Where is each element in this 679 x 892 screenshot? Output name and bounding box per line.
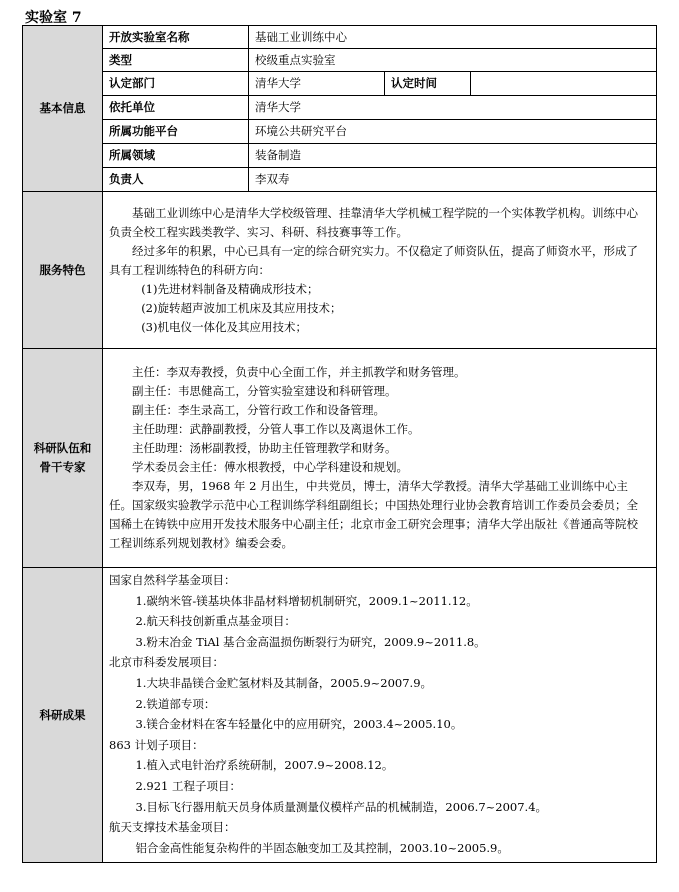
table-row (23, 192, 657, 349)
section-results: 科研成果 (23, 568, 103, 863)
label-cert-time: 认定时间 (385, 72, 471, 96)
table-row (23, 568, 657, 863)
results-group-head: 863 计划子项目： (109, 737, 204, 752)
table-row (23, 349, 657, 568)
team-line: 副主任：韦思健高工，分管实验室建设和科研管理。 (132, 384, 397, 398)
team-line: 主任助理：汤彬副教授，协助主任管理教学和财务。 (132, 441, 397, 455)
value-cert-time (471, 72, 657, 96)
label-lab-name: 开放实验室名称 (103, 26, 249, 49)
section-team-line2: 骨干专家 (39, 460, 86, 474)
results-item: 铝合金高性能复杂构件的半固态触变加工及其控制，2003.10~2005.9。 (135, 840, 509, 855)
team-bio: 李双寿，男，1968 年 2 月出生，中共党员，博士，清华大学教授。清华大学基础工业训练中心主任。国家级实验教学示范中心工程训练学科组副组长；中国热处理行业协会教育培训工作委员会委员；全国稀土在铸铁中应用开发技术服务中心副主任；北京市金工研究会理事；清华大学出版社《普通高等院校工程训练系列规划教材》编委会委。 (109, 479, 638, 550)
team-line: 副主任：李生录高工，分管行政工作和设备管理。 (132, 403, 385, 417)
table-row (23, 72, 657, 96)
table-row (23, 26, 657, 49)
value-field: 装备制造 (249, 144, 657, 168)
table-row (23, 168, 657, 192)
results-group-head: 北京市科委发展项目： (109, 655, 224, 670)
value-cert-dept: 清华大学 (249, 72, 385, 96)
results-item: 3.目标飞行器用航天员身体质量测量仪模样产品的机械制造，2006.7~2007.4。 (135, 799, 548, 814)
results-item: 2.921 工程子项目： (135, 778, 242, 793)
team-content (103, 349, 657, 568)
service-paragraph-1: 基础工业训练中心是清华大学校级管理、挂靠清华大学机械工程学院的一个实体教学机构。训练中心负责全校工程实践类教学、实习、科研、科技赛事等工作。 (109, 205, 638, 239)
results-group-head: 国家自然科学基金项目： (109, 573, 236, 587)
label-field: 所属领域 (103, 144, 249, 168)
label-leader: 负责人 (103, 168, 249, 192)
value-lab-name: 基础工业训练中心 (249, 26, 657, 49)
label-platform: 所属功能平台 (103, 120, 249, 144)
service-item: (3)机电仪一体化及其应用技术； (141, 319, 307, 334)
team-line: 学术委员会主任：傅水根教授，中心学科建设和规划。 (132, 460, 408, 474)
results-item: 2.航天科技创新重点基金项目： (135, 614, 296, 629)
results-item: 1.植入式电针治疗系统研制，2007.9~2008.12。 (135, 758, 394, 773)
table-row (23, 144, 657, 168)
value-host-unit: 清华大学 (249, 96, 657, 120)
results-item: 3.粉末冶金 TiAl 基合金高温损伤断裂行为研究，2009.9~2011.8。 (135, 634, 486, 649)
service-item: (1)先进材料制备及精确成形技术； (141, 281, 319, 296)
page-title: 实验室 7 (25, 10, 82, 26)
section-team (23, 349, 103, 568)
results-item: 1.大块非晶镁合金贮氢材料及其制备，2005.9~2007.9。 (135, 675, 433, 690)
section-basic-info: 基本信息 (23, 26, 103, 192)
lab-info-table (22, 25, 657, 863)
table-row (23, 96, 657, 120)
section-service: 服务特色 (23, 192, 103, 349)
results-group-head: 航天支撑技术基金项目： (109, 820, 236, 835)
results-item: 2.铁道部专项： (135, 696, 216, 711)
value-platform: 环境公共研究平台 (249, 120, 657, 144)
service-content (103, 192, 657, 349)
value-leader: 李双寿 (249, 168, 657, 192)
table-row (23, 120, 657, 144)
service-paragraph-2: 经过多年的积累，中心已具有一定的综合研究实力。不仅稳定了师资队伍，提高了师资水平，形成了具有工程训练特色的科研方向： (109, 243, 638, 277)
results-item: 1.碳纳米管-镁基块体非晶材料增韧机制研究，2009.1~2011.12。 (135, 593, 478, 608)
team-line: 主任助理：武静副教授，分管人事工作以及离退休工作。 (132, 422, 420, 436)
label-host-unit: 依托单位 (103, 96, 249, 120)
value-type: 校级重点实验室 (249, 49, 657, 72)
results-item: 3.镁合金材料在客车轻量化中的应用研究，2003.4~2005.10。 (135, 717, 463, 732)
service-item: (2)旋转超声波加工机床及其应用技术； (141, 300, 342, 315)
team-line: 主任：李双寿教授，负责中心全面工作，并主抓教学和财务管理。 (132, 365, 466, 379)
results-content (103, 568, 657, 863)
table-row (23, 49, 657, 72)
section-team-line1: 科研队伍和 (33, 441, 92, 455)
label-cert-dept: 认定部门 (103, 72, 249, 96)
label-type: 类型 (103, 49, 249, 72)
